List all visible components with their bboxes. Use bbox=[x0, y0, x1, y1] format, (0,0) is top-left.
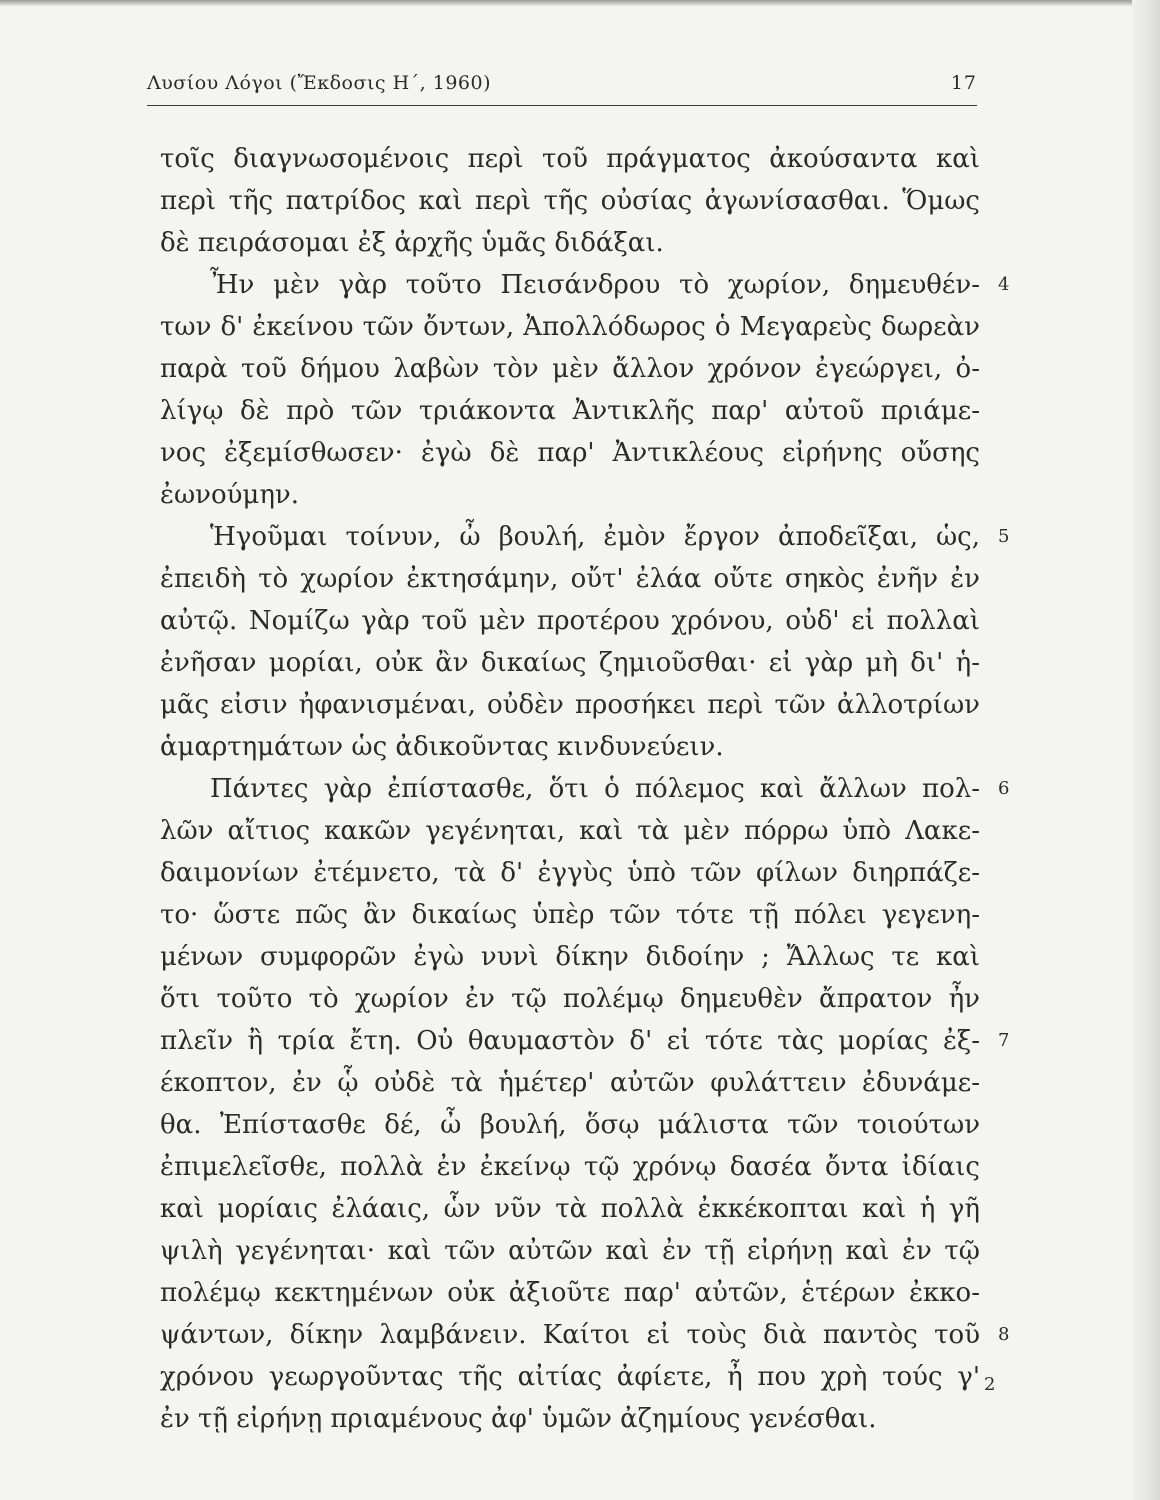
text-line: ὅτι τοῦτο τὸ χωρίον ἐν τῷ πολέμῳ δημευθὲν ἄπρατον ἦν bbox=[160, 984, 980, 1014]
text-line: καὶ μορίαις ἐλάαις, ὧν νῦν τὰ πολλὰ ἐκκέκοπται καὶ ἡ γῆ bbox=[160, 1194, 980, 1224]
text-line: πλεῖν ἢ τρία ἔτη. Οὐ θαυμαστὸν δ' εἰ τότε τὰς μορίας ἐξ- bbox=[160, 1026, 980, 1056]
page-right-edge bbox=[1132, 0, 1160, 1500]
text-line: δαιμονίων ἐτέμνετο, τὰ δ' ἐγγὺς ὑπὸ τῶν φίλων διηρπάζε- bbox=[160, 858, 980, 888]
text-line: των δ' ἐκείνου τῶν ὄντων, Ἀπολλόδωρος ὁ Μεγαρεὺς δωρεὰν bbox=[160, 312, 980, 342]
text-line: το· ὥστε πῶς ἂν δικαίως ὑπὲρ τῶν τότε τῇ πόλει γεγενη- bbox=[160, 900, 980, 930]
text-line: αὐτῷ. Νομίζω γὰρ τοῦ μὲν προτέρου χρόνου, οὐδ' εἰ πολλαὶ bbox=[160, 606, 980, 636]
text-line: ψιλὴ γεγένηται· καὶ τῶν αὐτῶν καὶ ἐν τῇ εἰρήνῃ καὶ ἐν τῷ bbox=[160, 1236, 980, 1266]
text-line: χρόνου γεωργοῦντας τῆς αἰτίας ἀφίετε, ἦ που χρὴ τούς γ' bbox=[160, 1362, 980, 1392]
page-top-edge bbox=[0, 0, 1160, 6]
text-line: παρὰ τοῦ δήμου λαβὼν τὸν μὲν ἄλλον χρόνον ἐγεώργει, ὀ- bbox=[160, 354, 980, 384]
section-number: 5 bbox=[998, 526, 1010, 547]
text-line: τοῖς διαγνωσομένοις περὶ τοῦ πράγματος ἀκούσαντα καὶ bbox=[160, 144, 980, 174]
page-number: 17 bbox=[950, 72, 977, 94]
signature-mark: 2 bbox=[984, 1374, 996, 1395]
text-line: έκοπτον, ἐν ᾧ οὐδὲ τὰ ἡμέτερ' αὐτῶν φυλάττειν ἐδυνάμε- bbox=[160, 1068, 980, 1098]
body-text bbox=[160, 138, 980, 1440]
text-line: μᾶς εἰσιν ἠφανισμέναι, οὐδὲν προσήκει περὶ τῶν ἀλλοτρίων bbox=[160, 690, 980, 720]
text-line: ἁμαρτημάτων ὡς ἀδικοῦντας κινδυνεύειν. bbox=[160, 732, 724, 762]
text-line: ἐωνούμην. bbox=[160, 480, 299, 510]
text-line: Πάντες γὰρ ἐπίστασθε, ὅτι ὁ πόλεμος καὶ ἄλλων πολ- bbox=[210, 774, 980, 804]
text-line: θα. Ἐπίστασθε δέ, ὦ βουλή, ὅσῳ μάλιστα τῶν τοιούτων bbox=[160, 1110, 980, 1140]
text-line: μένων συμφορῶν ἐγὼ νυνὶ δίκην διδοίην ; Ἄλλως τε καὶ bbox=[160, 942, 980, 972]
section-number: 7 bbox=[998, 1030, 1010, 1051]
text-line: ἐπιμελεῖσθε, πολλὰ ἐν ἐκείνῳ τῷ χρόνῳ δασέα ὄντα ἰδίαις bbox=[160, 1152, 980, 1182]
text-line: Ἡγοῦμαι τοίνυν, ὦ βουλή, ἐμὸν ἔργον ἀποδεῖξαι, ὡς, bbox=[210, 522, 980, 552]
text-line: Ἦν μὲν γὰρ τοῦτο Πεισάνδρου τὸ χωρίον, δημευθέν- bbox=[210, 270, 980, 300]
text-line: λίγῳ δὲ πρὸ τῶν τριάκοντα Ἀντικλῆς παρ' αὐτοῦ πριάμε- bbox=[160, 396, 980, 426]
text-line: περὶ τῆς πατρίδος καὶ περὶ τῆς οὐσίας ἀγωνίσασθαι. Ὅμως bbox=[160, 186, 980, 216]
running-head bbox=[147, 72, 977, 102]
text-line: δὲ πειράσομαι ἐξ ἀρχῆς ὑμᾶς διδάξαι. bbox=[160, 228, 664, 258]
text-line: ψάντων, δίκην λαμβάνειν. Καίτοι εἰ τοὺς διὰ παντὸς τοῦ bbox=[160, 1320, 980, 1350]
header-rule bbox=[147, 105, 977, 106]
section-number: 6 bbox=[998, 778, 1010, 799]
text-line: ἐπειδὴ τὸ χωρίον ἐκτησάμην, οὔτ' ἐλάα οὔτε σηκὸς ἐνῆν ἐν bbox=[160, 564, 980, 594]
section-number: 4 bbox=[998, 274, 1010, 295]
text-line: πολέμῳ κεκτημένων οὐκ ἀξιοῦτε παρ' αὐτῶν, ἑτέρων ἐκκο- bbox=[160, 1278, 980, 1308]
text-line: λῶν αἴτιος κακῶν γεγένηται, καὶ τὰ μὲν πόρρω ὑπὸ Λακε- bbox=[160, 816, 980, 846]
running-head-title: Λυσίου Λόγοι (Ἔκδοσις Η΄, 1960) bbox=[147, 72, 492, 94]
text-line: ἐν τῇ εἰρήνῃ πριαμένους ἀφ' ὑμῶν ἀζημίους γενέσθαι. bbox=[160, 1404, 877, 1434]
section-number: 8 bbox=[998, 1324, 1010, 1345]
text-line: ἐνῆσαν μορίαι, οὐκ ἂν δικαίως ζημιοῦσθαι· εἰ γὰρ μὴ δι' ἡ- bbox=[160, 648, 980, 678]
text-line: νος ἐξεμίσθωσεν· ἐγὼ δὲ παρ' Ἀντικλέους εἰρήνης οὔσης bbox=[160, 438, 980, 468]
